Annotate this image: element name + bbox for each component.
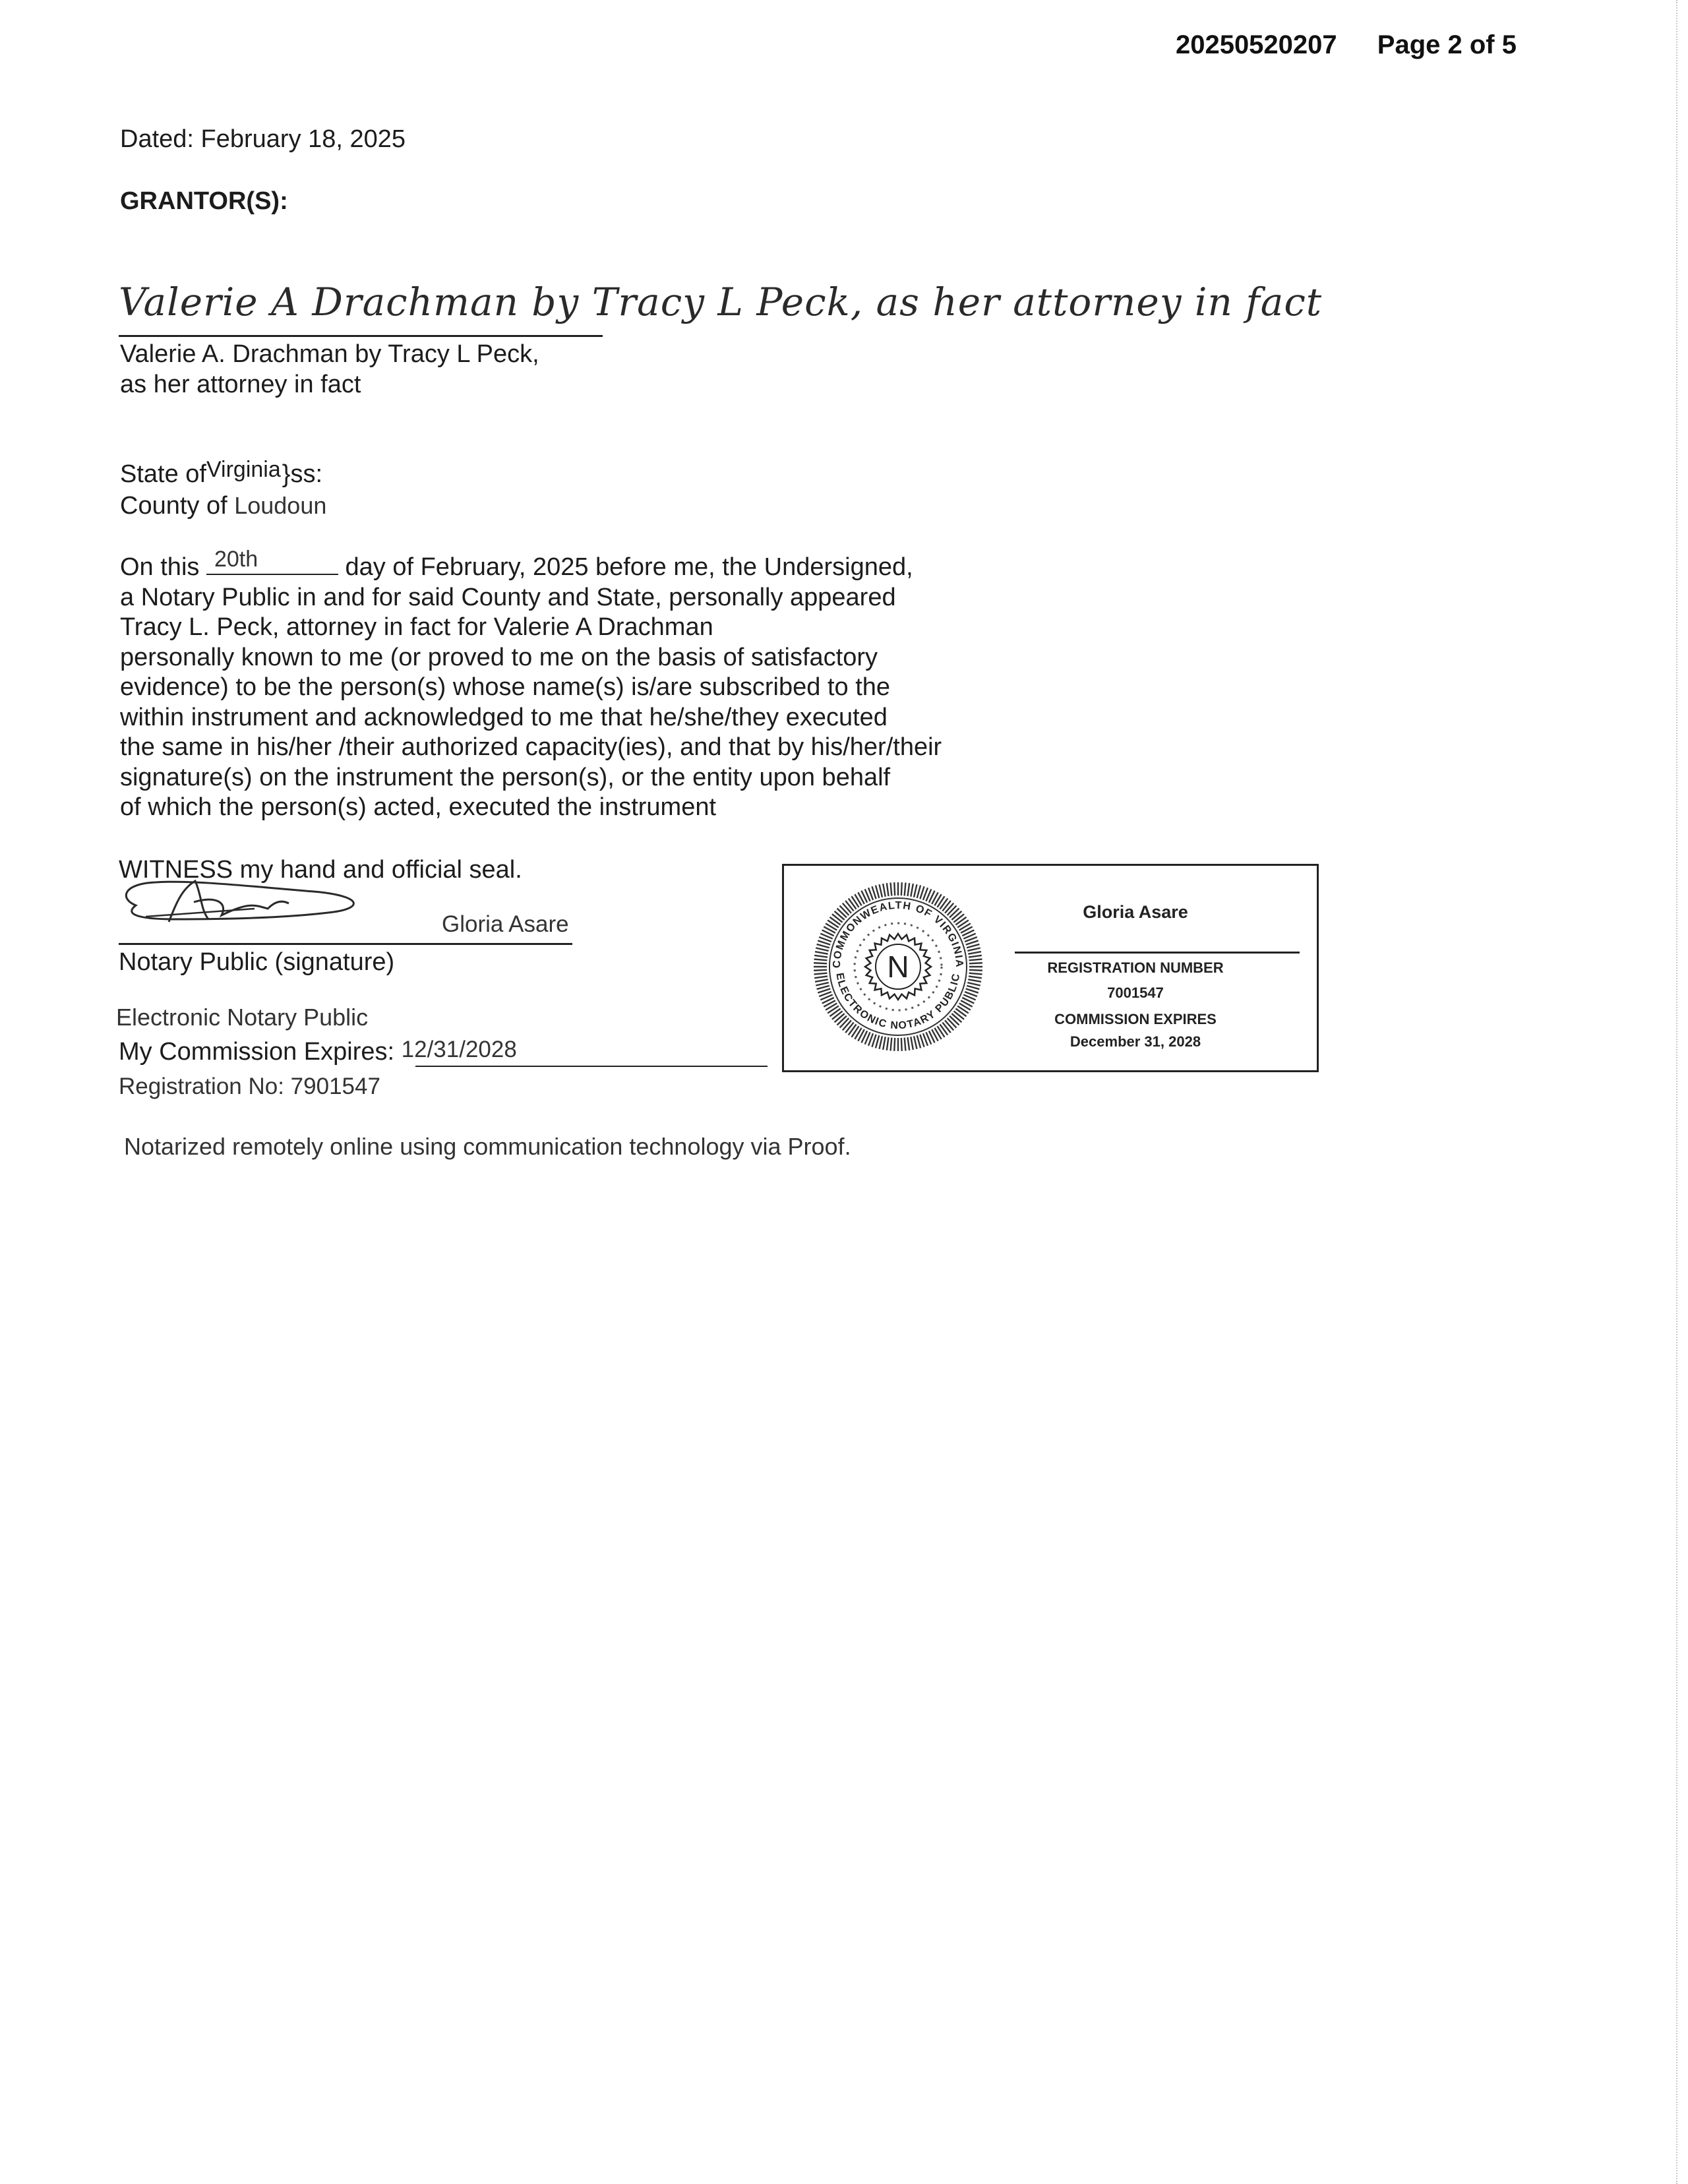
document-number: 20250520207 (1175, 30, 1337, 59)
remote-notarization-note: Notarized remotely online using communication technology via Proof. (124, 1133, 851, 1160)
seal-tick (845, 901, 853, 911)
seal-tick (917, 886, 920, 898)
seal-tick (887, 1037, 889, 1050)
grantor-printed-name-line2: as her attorney in fact (120, 371, 361, 398)
seal-tick (835, 911, 845, 920)
seal-tick (969, 956, 982, 957)
scan-edge (1676, 0, 1679, 2184)
seal-tick (969, 959, 982, 961)
seal-tick (901, 882, 902, 895)
seal-expires-date: December 31, 2028 (1070, 1033, 1201, 1050)
seal-tick (905, 1038, 906, 1051)
seal-tick (843, 903, 851, 913)
seal-tick (945, 1020, 953, 1030)
seal-tick (814, 973, 828, 975)
on-this-label: On this (120, 553, 200, 581)
ack-line: of which the person(s) acted, executed the instrument (120, 793, 717, 821)
grantor-signature-line (119, 335, 603, 337)
county-line (120, 491, 326, 521)
seal-tick (911, 884, 913, 897)
seal-tick (948, 905, 957, 915)
seal-tick (880, 1036, 882, 1048)
seal-tick (849, 1024, 857, 1035)
seal-tick (883, 884, 886, 897)
commission-line (119, 1037, 517, 1068)
seal-tick (950, 1016, 959, 1025)
seal-notary-name: Gloria Asare (1083, 902, 1188, 922)
seal-tick (953, 914, 964, 922)
notary-signature-label: Notary Public (signature) (119, 948, 395, 976)
seal-tick (907, 1037, 909, 1050)
seal-tick (968, 952, 981, 954)
seal-tick (969, 976, 982, 978)
state-value: Virginia (206, 457, 281, 482)
seal-tick (914, 884, 917, 897)
seal-divider (1015, 952, 1300, 954)
state-line: State ofVirginia}ss: (120, 457, 323, 488)
seal-tick (894, 1038, 895, 1051)
seal-expires-label: COMMISSION EXPIRES (1054, 1011, 1217, 1027)
seal-ring-bottom-text: ELECTRONIC NOTARY PUBLIC (833, 972, 963, 1032)
page-indicator: Page 2 of 5 (1377, 30, 1517, 59)
seal-tick (837, 909, 846, 918)
seal-tick (840, 1018, 849, 1027)
seal-tick (843, 1020, 851, 1030)
seal-tick (967, 983, 980, 985)
seal-tick (849, 898, 857, 909)
seal-tick (917, 1035, 920, 1048)
seal-tick (940, 898, 948, 909)
notary-signature-line (119, 943, 572, 945)
seal-tick (815, 952, 828, 954)
seal-tick (969, 973, 982, 975)
page-header (1176, 30, 1517, 60)
seal-tick (883, 1037, 886, 1050)
ss-label: ss: (290, 460, 323, 488)
registration-number: Registration No: 7901547 (119, 1074, 380, 1099)
notary-title: Electronic Notary Public (116, 1004, 369, 1031)
seal-tick (953, 1011, 964, 1019)
seal-tick (814, 976, 828, 978)
seal-tick (829, 1008, 840, 1016)
seal-tick (837, 1016, 846, 1025)
seal-tick (911, 1037, 913, 1050)
seal-tick (816, 948, 828, 951)
seal-tick (876, 1035, 879, 1048)
seal-tick (814, 970, 827, 971)
grantor-printed-name-line1: Valerie A. Drachman by Tracy L Peck, (120, 340, 539, 368)
seal-ring-top-text: COMMONWEALTH OF VIRGINIA (831, 899, 965, 969)
state-label: State of (120, 460, 206, 488)
seal-tick (891, 883, 892, 896)
seal-tick (832, 914, 843, 922)
commission-blank-line (415, 1066, 768, 1067)
ack-line: personally known to me (or proved to me on the basis of satisfactory (120, 644, 878, 671)
grantor-signature: Valerie A Drachman by Tracy L Peck, as her attorney in fact (119, 280, 1323, 324)
seal-tick (942, 901, 950, 911)
seal-tick (968, 979, 981, 982)
witness-line: WITNESS my hand and official seal. (119, 856, 522, 884)
grantor-heading: GRANTOR(S): (120, 187, 288, 215)
seal-tick (891, 1038, 892, 1051)
seal-tick (814, 956, 828, 957)
seal-tick (940, 1024, 948, 1035)
ack-line-1-rest: day of February, 2025 before me, the Undersigned, (345, 553, 913, 581)
seal-tick (951, 1014, 961, 1022)
seal-tick (967, 948, 980, 951)
ack-line: a Notary Public in and for said County and State, personally appeared (120, 584, 896, 611)
notary-seal (782, 864, 1319, 1072)
seal-tick (948, 1018, 957, 1027)
seal-tick (955, 917, 966, 925)
seal-tick (967, 944, 979, 948)
seal-tick (832, 1011, 843, 1019)
day-blank (206, 547, 338, 575)
seal-tick (901, 1038, 902, 1051)
ack-line: the same in his/her /their authorized capacity(ies), and that by his/her/their (120, 733, 942, 761)
seal-tick (814, 959, 828, 961)
seal-tick (845, 1022, 853, 1033)
seal-tick (951, 911, 961, 920)
seal-tick (880, 884, 882, 897)
notary-printed-name: Gloria Asare (442, 911, 569, 937)
day-value: 20th (214, 547, 258, 572)
seal-tick (914, 1036, 917, 1048)
county-label: County of (120, 492, 227, 520)
dated-line: Dated: February 18, 2025 (120, 125, 406, 153)
seal-registration-number: 7001547 (1107, 985, 1164, 1001)
seal-tick (817, 944, 829, 948)
seal-registration-label: REGISTRATION NUMBER (1047, 959, 1224, 976)
seal-tick (815, 979, 828, 982)
seal-center-letter: N (887, 950, 909, 984)
notary-seal-emblem (812, 880, 984, 1053)
seal-tick (945, 903, 953, 913)
ack-line: within instrument and acknowledged to me that he/she/they executed (120, 704, 888, 731)
seal-tick (907, 883, 909, 896)
seal-tick (967, 986, 979, 989)
seal-tick (817, 986, 829, 989)
ack-line: Tracy L. Peck, attorney in fact for Valerie A Drachman (120, 613, 713, 641)
seal-tick (955, 1008, 966, 1016)
county-value: Loudoun (234, 492, 327, 519)
commission-label: My Commission Expires: (119, 1038, 395, 1066)
notary-signature-mark (116, 876, 380, 935)
seal-tick (950, 909, 959, 918)
seal-tick (887, 883, 889, 896)
seal-tick (905, 883, 906, 896)
ack-line: evidence) to be the person(s) whose name(s) is/are subscribed to the (120, 673, 891, 701)
seal-tick (829, 917, 840, 925)
commission-value: 12/31/2028 (401, 1037, 517, 1062)
seal-tick (816, 983, 828, 985)
ack-line-1 (120, 547, 913, 583)
ack-line: signature(s) on the instrument the person(s), or the entity upon behalf (120, 764, 891, 791)
seal-tick (969, 970, 982, 971)
seal-tick (835, 1014, 845, 1022)
seal-tick (876, 886, 879, 898)
seal-tick (942, 1022, 950, 1033)
seal-tick (840, 905, 849, 915)
seal-tick (894, 882, 895, 895)
